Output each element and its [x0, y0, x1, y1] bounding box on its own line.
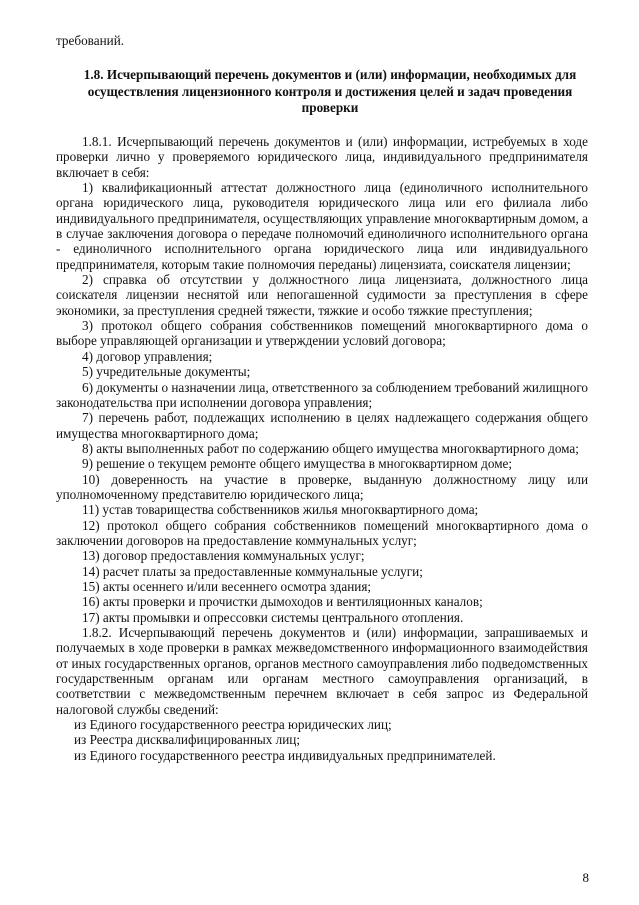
registry-item-entrepreneurs: из Единого государственного реестра индивидуальных предпринимателей. [74, 747, 496, 763]
registry-item-legal-entities: из Единого государственного реестра юридических лиц; [74, 717, 392, 733]
section-heading: 1.8. Исчерпывающий перечень документов и (или) информации, необходимых для осуществления лицензионного контроля и достижения целей и задач проведения проверки [83, 67, 577, 115]
list-item-11: 11) устав товарищества собственников жилья многоквартирного дома; [82, 502, 479, 518]
list-item-10: 10) доверенность на участие в проверке, выданную должностному лицу или уполномоченному представителю юридического лица; [56, 471, 588, 502]
body-text [56, 134, 588, 763]
list-item-8: 8) акты выполненных работ по содержанию общего имущества многоквартирного дома; [82, 440, 579, 456]
list-item-14: 14) расчет платы за предоставленные коммунальные услуги; [82, 563, 423, 579]
list-item-9: 9) решение о текущем ремонте общего имущества в многоквартирном доме; [82, 456, 513, 472]
page-number: 8 [582, 870, 589, 885]
list-item-4: 4) договор управления; [82, 348, 213, 364]
paragraph-1-8-2: 1.8.2. Исчерпывающий перечень документов и (или) информации, запрашиваемых и получаемых в ходе проверки в рамках межведомственного информационного взаимодействия от иных государственных органов, органов местного самоуправления либо подведомственных государственным органам или органам местного самоуправления организаций, в соответствии с межведомственным перечнем включает в себя запрос из Федеральной налоговой службы сведений: [56, 625, 588, 717]
list-item-17: 17) акты промывки и опрессовки системы центрального отопления. [82, 609, 464, 625]
list-item-2: 2) справка об отсутствии у должностного лица лицензиата, должностного лица соискателя лицензии неснятой или непогашенной судимости за преступления в сфере экономики, за преступления средней тяжести, тяжкие и особо тяжкие преступления; [56, 272, 588, 318]
list-item-16: 16) акты проверки и прочистки дымоходов и вентиляционных каналов; [82, 594, 483, 610]
continuation-text: требований. [56, 33, 125, 48]
list-item-13: 13) договор предоставления коммунальных услуг; [82, 548, 365, 564]
list-item-12: 12) протокол общего собрания собственников помещений многоквартирного дома о заключении договоров на предоставление коммунальных услуг; [56, 517, 588, 548]
list-item-3: 3) протокол общего собрания собственников помещений многоквартирного дома о выборе управляющей организации и утверждении условий договора; [56, 318, 588, 349]
list-item-5: 5) учредительные документы; [82, 364, 251, 380]
list-item-1: 1) квалификационный аттестат должностного лица (единоличного исполнительного органа юридического лица, руководителя юридического лица или его филиала либо индивидуального предпринимателя, осуществляющих управление многоквартирным домом, а в случае заключения договора о передаче полномочий единоличного исполнительного органа - единоличного исполнительного органа юридического лица или индивидуального предпринимателя, которым такие полномочия переданы) лицензиата, соискателя лицензии; [56, 180, 588, 272]
list-item-6: 6) документы о назначении лица, ответственного за соблюдением требований жилищного законодательства при исполнении договора управления; [56, 379, 588, 410]
registry-item-disqualified: из Реестра дисквалифицированных лиц; [74, 732, 301, 748]
list-item-7: 7) перечень работ, подлежащих исполнению в целях надлежащего содержания общего имущества многоквартирного дома; [56, 410, 588, 441]
paragraph-1-8-1: 1.8.1. Исчерпывающий перечень документов и (или) информации, истребуемых в ходе проверки лично у проверяемого юридического лица, индивидуального предпринимателя включает в себя: [56, 134, 588, 180]
list-item-15: 15) акты осеннего и/или весеннего осмотра здания; [82, 578, 372, 594]
